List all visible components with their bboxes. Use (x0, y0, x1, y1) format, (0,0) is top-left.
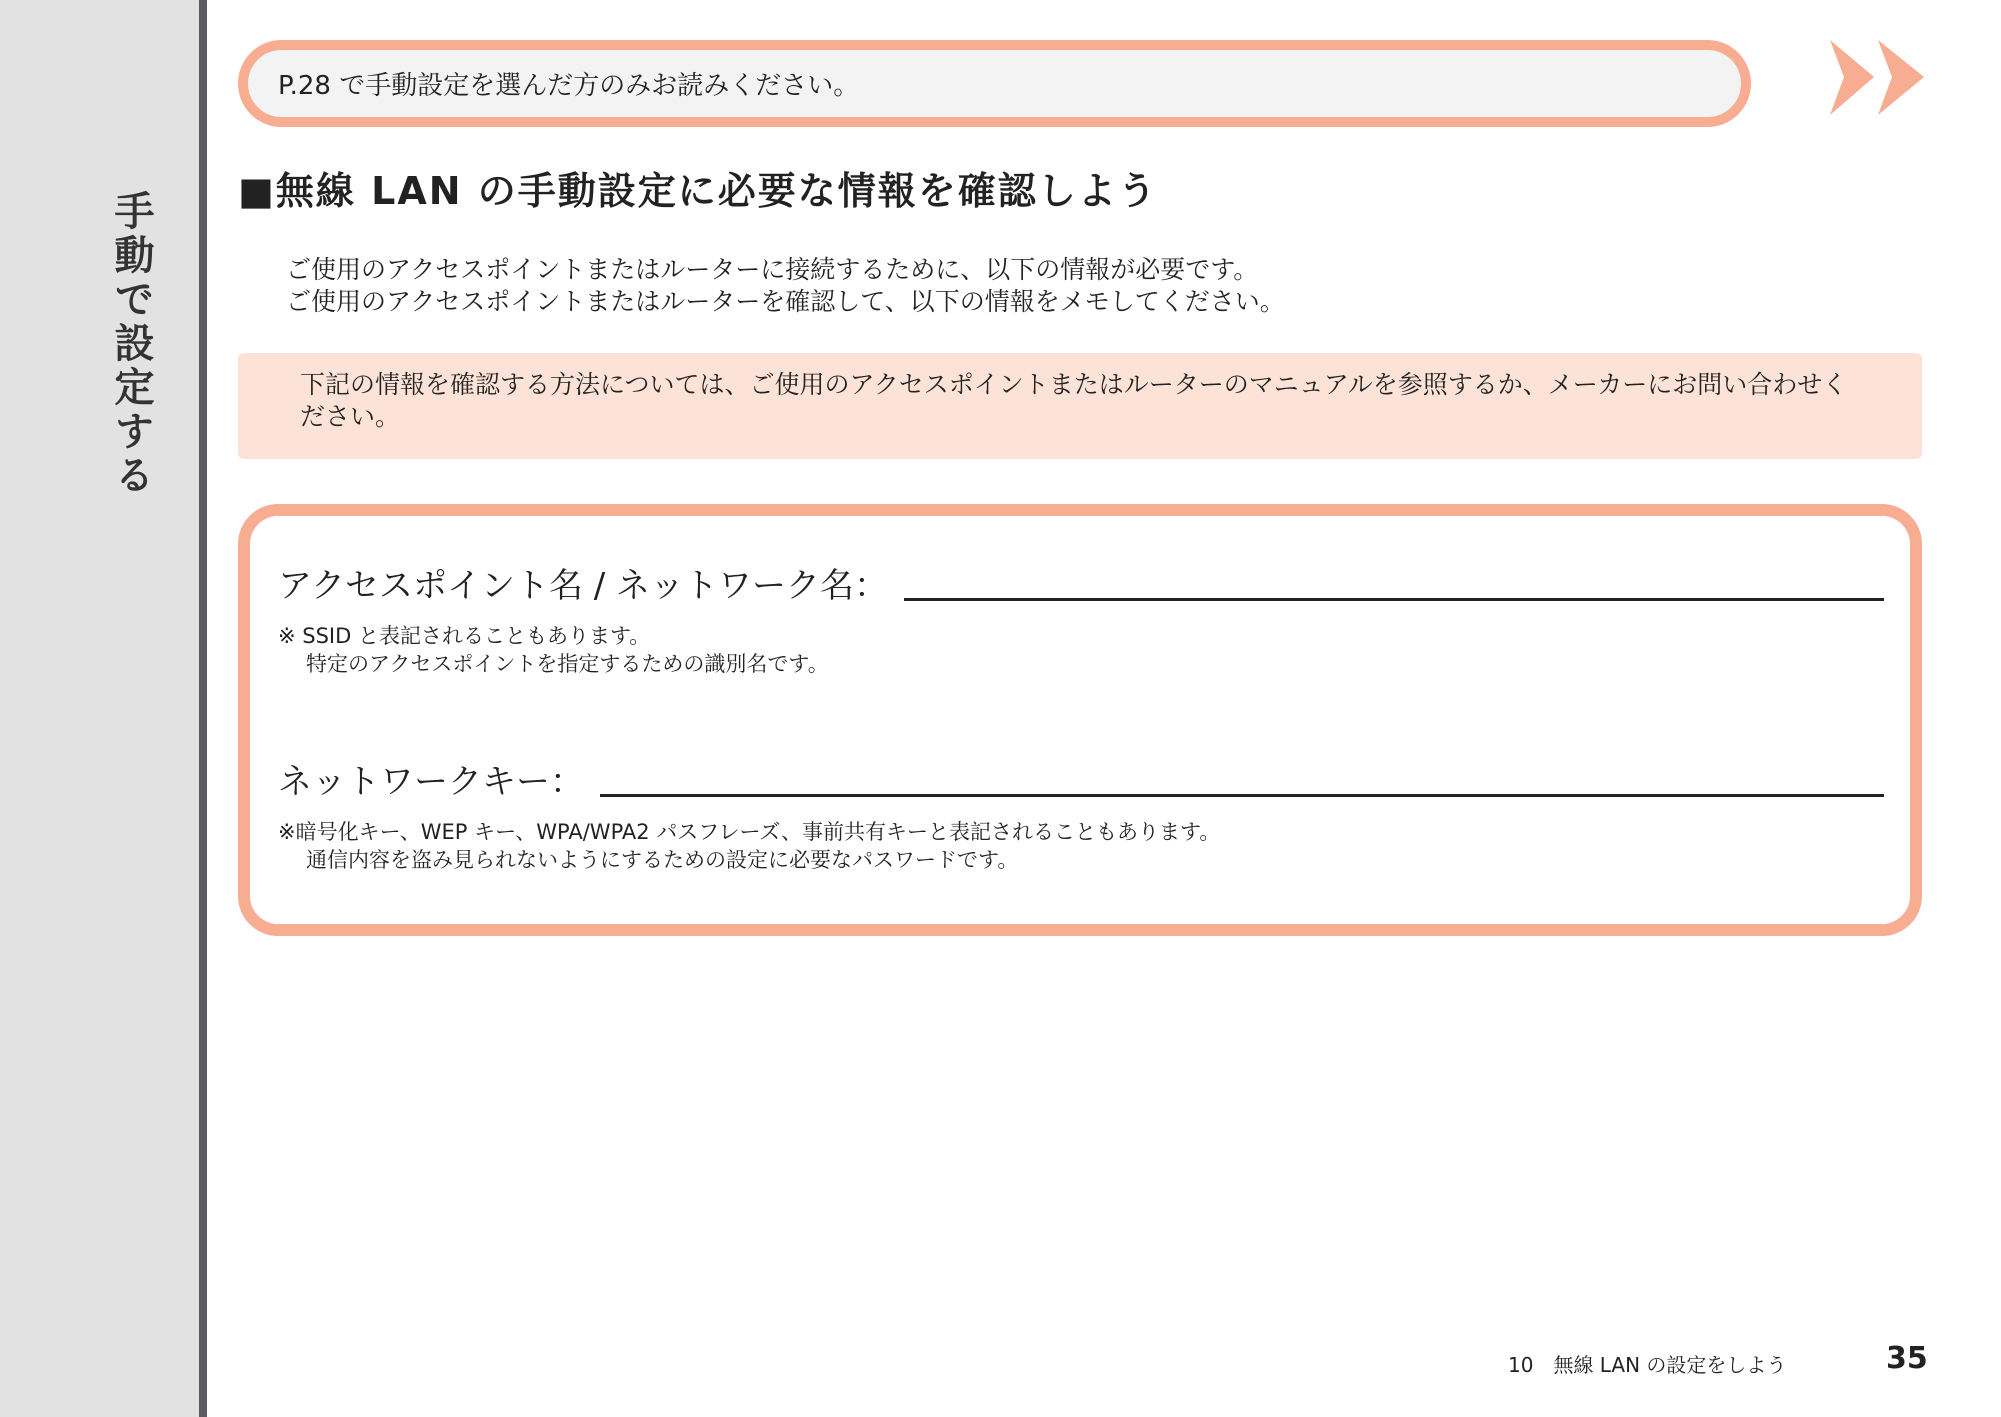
network-key-write-line[interactable] (600, 794, 1884, 797)
section-heading: ■無線 LAN の手動設定に必要な情報を確認しよう (238, 169, 1158, 213)
network-key-note (278, 818, 1220, 874)
memo-form (238, 504, 1922, 936)
network-key-label: ネットワークキー： (278, 762, 584, 802)
footer-section-title: 10 無線 LAN の設定をしよう (1508, 1353, 1787, 1377)
top-note (238, 40, 1751, 127)
ssid-note (278, 622, 829, 678)
page-number: 35 (1886, 1341, 1928, 1376)
ssid-note-line: ※ SSID と表記されることもあります。 (278, 624, 651, 648)
ssid-field-row (278, 558, 1884, 607)
network-key-field-row (278, 754, 1884, 803)
chevron-right-icon (1830, 40, 1874, 115)
intro-line: ご使用のアクセスポイントまたはルーターに接続するために、以下の情報が必要です。 (286, 255, 1259, 284)
network-key-note-line: ※暗号化キー、WEP キー、WPA/WPA2 パスフレーズ、事前共有キーと表記されることもあります。 (278, 820, 1221, 844)
ssid-write-line[interactable] (904, 598, 1884, 601)
double-chevron-right-icon[interactable] (1830, 40, 1924, 115)
intro-line: ご使用のアクセスポイントまたはルーターを確認して、以下の情報をメモしてください。 (286, 287, 1285, 316)
top-note-text: P.28 で手動設定を選んだ方のみお読みください。 (278, 71, 860, 101)
chevron-right-icon (1878, 40, 1924, 115)
info-box (238, 353, 1922, 459)
info-box-text: 下記の情報を確認する方法については、ご使用のアクセスポイントまたはルーターのマニュアルを参照するか、メーカーにお問い合わせください。 (300, 370, 1848, 431)
sidebar (0, 0, 199, 1417)
ssid-note-line: 特定のアクセスポイントを指定するための識別名です。 (306, 652, 829, 676)
ssid-label: アクセスポイント名 / ネットワーク名： (278, 566, 889, 606)
sidebar-divider (199, 0, 207, 1417)
intro-text (286, 254, 1285, 318)
network-key-note-line: 通信内容を盗み見られないようにするための設定に必要なパスワードです。 (306, 848, 1019, 872)
sidebar-title: 手動で設定する (108, 190, 154, 498)
